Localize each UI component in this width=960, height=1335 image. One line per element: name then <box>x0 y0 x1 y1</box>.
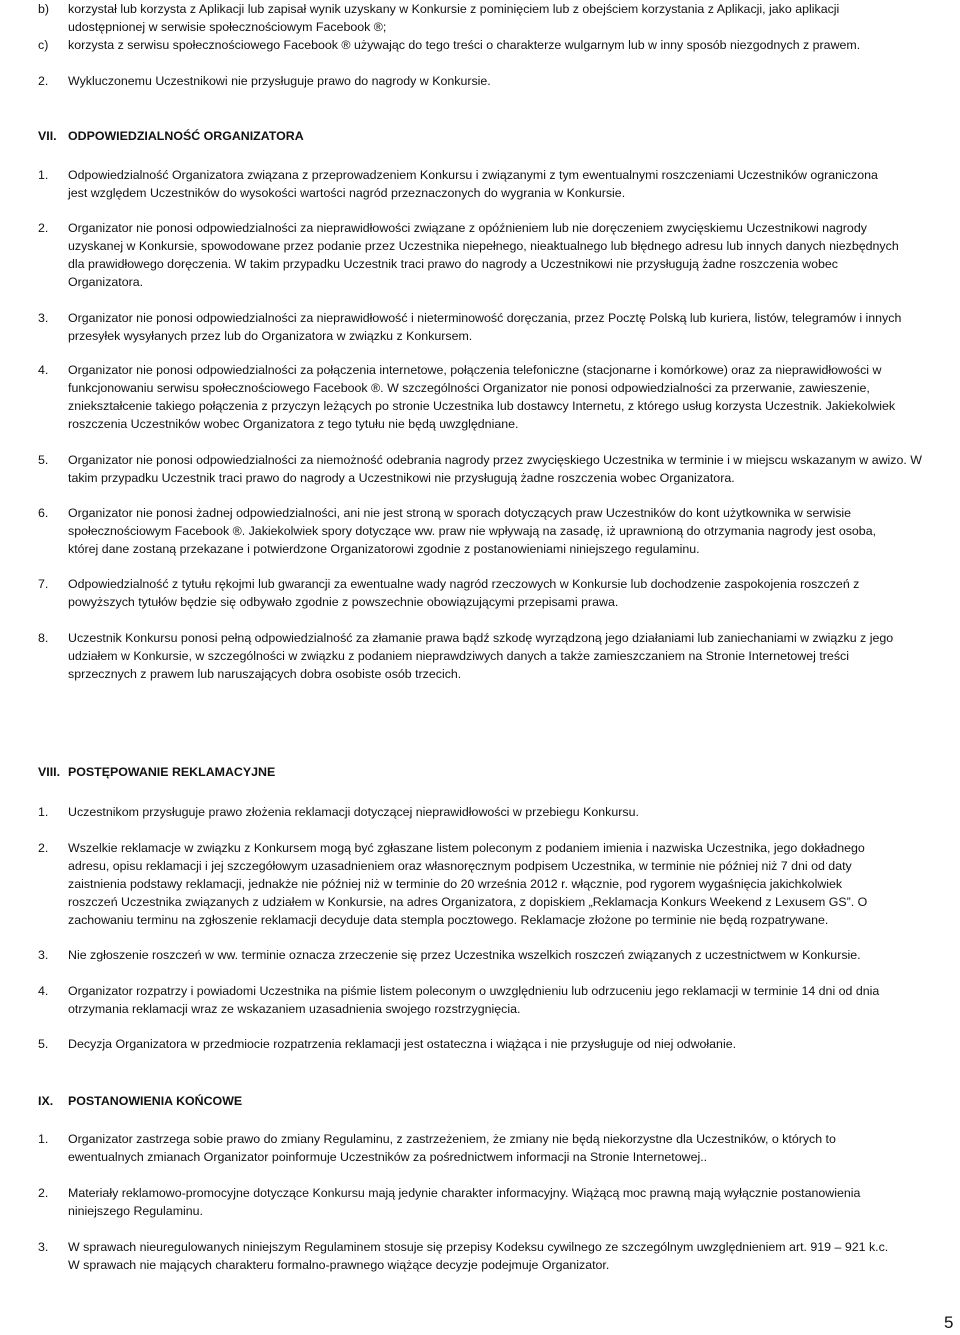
intro-item-c-line: korzysta z serwisu społecznościowego Facebook ® używając do tego treści o charakterze wulgarnym lub w inny sposób niezgodnych z prawem. <box>68 38 861 52</box>
section-7-item-7-line: Odpowiedzialność z tytułu rękojmi lub gwarancji za ewentualne wady nagród rzeczowych w Konkursie lub dochodzenie zaspokojenia roszczeń z <box>68 577 860 591</box>
section-8-item-5-line: Decyzja Organizatora w przedmiocie rozpatrzenia reklamacji jest ostateczna i wiążąca i nie przysługuje od niej odwołanie. <box>68 1037 737 1051</box>
section-9-item-3-line: W sprawach nieuregulowanych niniejszym Regulaminem stosuje się przepisy Kodeksu cywilnego ze szczególnym uwzględnieniem art. 919 – 921 k.c. <box>68 1240 889 1254</box>
section-9-item-1-line: Organizator zastrzega sobie prawo do zmiany Regulaminu, z zastrzeżeniem, że zmiany nie będą niekorzystne dla Uczestników, o których to <box>68 1132 836 1146</box>
section-7-item-2-line: uzyskanej w Konkursie, spowodowane przez podanie przez Uczestnika niepełnego, nieaktualnego lub błędnego adresu lub innych danych niezbędnych <box>68 239 899 253</box>
section-8-item-4-marker: 4. <box>38 984 49 998</box>
section-8-item-1-marker: 1. <box>38 805 49 819</box>
section-7-item-7-line: powyższych tytułów będzie się odbywało zgodnie z powszechnie obowiązującymi przepisami prawa. <box>68 595 619 609</box>
section-7-item-5-line: takim przypadku Uczestnik traci prawo do nagrody a Uczestnikowi nie przysługują żadne roszczenia wobec Organizatora. <box>68 471 735 485</box>
section-8-item-5-marker: 5. <box>38 1037 49 1051</box>
section-7-item-8-line: udziałem w Konkursie, w szczególności w związku z podaniem nieprawdziwych danych a także zamieszczaniem na Stronie Internetowej treści <box>68 649 849 663</box>
section-title: POSTĘPOWANIE REKLAMACYJNE <box>68 765 276 779</box>
section-7-item-2-line: Organizator nie ponosi odpowiedzialności za nieprawidłowości związane z opóźnieniem lub nie doręczeniem zwycięskiemu Uczestnikowi nagrody <box>68 221 867 235</box>
section-7-item-1-line: Odpowiedzialność Organizatora związana z przeprowadzeniem Konkursu i związanymi z tym ewentualnymi roszczeniami Uczestników ograniczona <box>68 168 878 182</box>
section-7-item-6-marker: 6. <box>38 506 49 520</box>
section-8-item-4-line: Organizator rozpatrzy i powiadomi Uczestnika na piśmie listem poleconym o uwzględnieniu lub odrzuceniu jego reklamacji w terminie 14 dni od dnia <box>68 984 880 998</box>
section-9-item-3-line: W sprawach nie mających charakteru formalno-prawnego wiążące decyzje podejmuje Organizator. <box>68 1258 610 1272</box>
section-7-item-1-line: jest względem Uczestników do wysokości wartości nagród przeznaczonych do wygrania w Konkursie. <box>68 186 626 200</box>
section-9-item-2-line: niniejszego Regulaminu. <box>68 1204 204 1218</box>
section-7-item-3-line: Organizator nie ponosi odpowiedzialności za nieprawidłowość i nieterminowość doręczania, przez Pocztę Polską lub kuriera, listów, telegramów i innych <box>68 311 902 325</box>
section-8-item-2-line: zaistnienia podstawy reklamacji, jednakże nie później niż w terminie do 20 września 2012 r. włącznie, pod rygorem wygaśnięcia jakichkolwiek <box>68 877 843 891</box>
section-8-item-3-marker: 3. <box>38 948 49 962</box>
section-9-item-1-marker: 1. <box>38 1132 49 1146</box>
section-7-item-6-line: Organizator nie ponosi żadnej odpowiedzialności, ani nie jest stroną w sporach dotyczących praw Uczestników do kont użytkownika w serwisie <box>68 506 852 520</box>
section-8-item-4-line: otrzymania reklamacji wraz ze wskazaniem uzasadnienia swojego rozstrzygnięcia. <box>68 1002 521 1016</box>
intro-item-b-line: udostępnionej w serwisie społecznościowym Facebook ®; <box>68 20 387 34</box>
section-7-item-6-line: której dane zostaną przekazane i potwierdzone Organizatorowi zgodnie z postanowieniami niniejszego regulaminu. <box>68 542 700 556</box>
section-7-item-4-line: zniekształcenie takiego połączenia z przyczyn leżących po stronie Uczestnika lub dostawcy Internetu, z którego usług korzysta Uczestnik. Jakiekolwiek <box>68 399 896 413</box>
section-7-item-1-marker: 1. <box>38 168 49 182</box>
section-7-item-6-line: społecznościowym Facebook ®. Jakiekolwiek spory dotyczące ww. praw nie wpływają na zasadę, iż uprawnioną do otrzymania nagrody jest osoba, <box>68 524 877 538</box>
intro-item-2-line: Wykluczonemu Uczestnikowi nie przysługuje prawo do nagrody w Konkursie. <box>68 74 491 88</box>
section-7-item-3-marker: 3. <box>38 311 49 325</box>
intro-item-b-marker: b) <box>38 2 50 16</box>
section-7-item-8-line: Uczestnik Konkursu ponosi pełną odpowiedzialność za złamanie prawa bądź szkodę wyrządzoną jego działaniami lub zaniechaniami w związku z jego <box>68 631 894 645</box>
section-8-item-1-line: Uczestnikom przysługuje prawo złożenia reklamacji dotyczącej nieprawidłowości w przebiegu Konkursu. <box>68 805 639 819</box>
section-number: VIII. <box>38 765 61 779</box>
section-8-item-3-line: Nie zgłoszenie roszczeń w ww. terminie oznacza zrzeczenie się przez Uczestnika wszelkich roszczeń związanych z uczestnictwem w Konkursie. <box>68 948 861 962</box>
section-7-item-7-marker: 7. <box>38 577 49 591</box>
section-7-item-4-line: roszczenia Uczestników wobec Organizatora z tego tytułu nie będą uwzględniane. <box>68 417 519 431</box>
section-8-item-2-line: adresu, opisu reklamacji i jej szczegółowym uzasadnieniem oraz własnoręcznym podpisem Uczestnika, w terminie nie później niż 7 dni od daty <box>68 859 852 873</box>
section-7-item-8-line: sprzecznych z prawem lub naruszających dobra osobiste osób trzecich. <box>68 667 462 681</box>
intro-item-c-marker: c) <box>38 38 49 52</box>
page-number: 5 <box>944 1313 954 1332</box>
section-number: VII. <box>38 129 57 143</box>
section-7-item-8-marker: 8. <box>38 631 49 645</box>
section-7-item-4-marker: 4. <box>38 363 49 377</box>
section-number: IX. <box>38 1094 54 1108</box>
section-7-item-2-line: dla prawidłowego doręczenia. W takim przypadku Uczestnik traci prawo do nagrody a Uczestnikowi nie przysługują żadne roszczenia wobec <box>68 257 838 271</box>
section-7-item-2-marker: 2. <box>38 221 49 235</box>
section-8-item-2-line: Wszelkie reklamacje w związku z Konkursem mogą być zgłaszane listem poleconym z podaniem imienia i nazwiska Uczestnika, jego dokładnego <box>68 841 865 855</box>
section-8-item-2-line: zachowaniu terminu na zgłoszenie reklamacji decyduje data stempla pocztowego. Reklamacje złożone po terminie nie będą rozpatrywane. <box>68 913 829 927</box>
section-8-item-2-line: roszczeń Uczestnika związanych z udziałem w Konkursie, na adres Organizatora, z dopiskiem „Reklamacja Konkurs Weekend z Lexusem GS”. O <box>68 895 868 909</box>
section-7-item-2-line: Organizatora. <box>68 275 144 289</box>
section-7-item-4-line: funkcjonowaniu serwisu społecznościowego Facebook ®. W szczególności Organizator nie ponosi odpowiedzialności za przerwanie, zawieszenie, <box>68 381 870 395</box>
section-9-item-3-marker: 3. <box>38 1240 49 1254</box>
section-7-item-5-line: Organizator nie ponosi odpowiedzialności za niemożność odebrania nagrody przez zwycięskiego Uczestnika w terminie i w miejscu wskazanym w awizo. W <box>68 453 922 467</box>
section-8-item-2-marker: 2. <box>38 841 49 855</box>
section-7-item-3-line: przesyłek wysyłanych przez lub do Organizatora w związku z Konkursem. <box>68 329 473 343</box>
intro-item-b-line: korzystał lub korzysta z Aplikacji lub zapisał wynik uzyskany w Konkursie z pominięciem lub z obejściem korzystania z Aplikacji, jako aplikacji <box>68 2 840 16</box>
intro-item-2-marker: 2. <box>38 74 49 88</box>
section-9-item-2-marker: 2. <box>38 1186 49 1200</box>
section-9-item-1-line: ewentualnych zmianach Organizator poinformuje Uczestników za pośrednictwem informacji na Stronie Internetowej.. <box>68 1150 708 1164</box>
section-7-item-4-line: Organizator nie ponosi odpowiedzialności za połączenia internetowe, połączenia telefoniczne (stacjonarne i komórkowe) oraz za nieprawidłowości w <box>68 363 882 377</box>
section-9-item-2-line: Materiały reklamowo-promocyjne dotyczące Konkursu mają jedynie charakter informacyjny. Wiążącą moc prawną mają wyłącznie postanowienia <box>68 1186 861 1200</box>
section-title: POSTANOWIENIA KOŃCOWE <box>68 1094 243 1108</box>
section-7-item-5-marker: 5. <box>38 453 49 467</box>
section-title: ODPOWIEDZIALNOŚĆ ORGANIZATORA <box>68 129 304 143</box>
